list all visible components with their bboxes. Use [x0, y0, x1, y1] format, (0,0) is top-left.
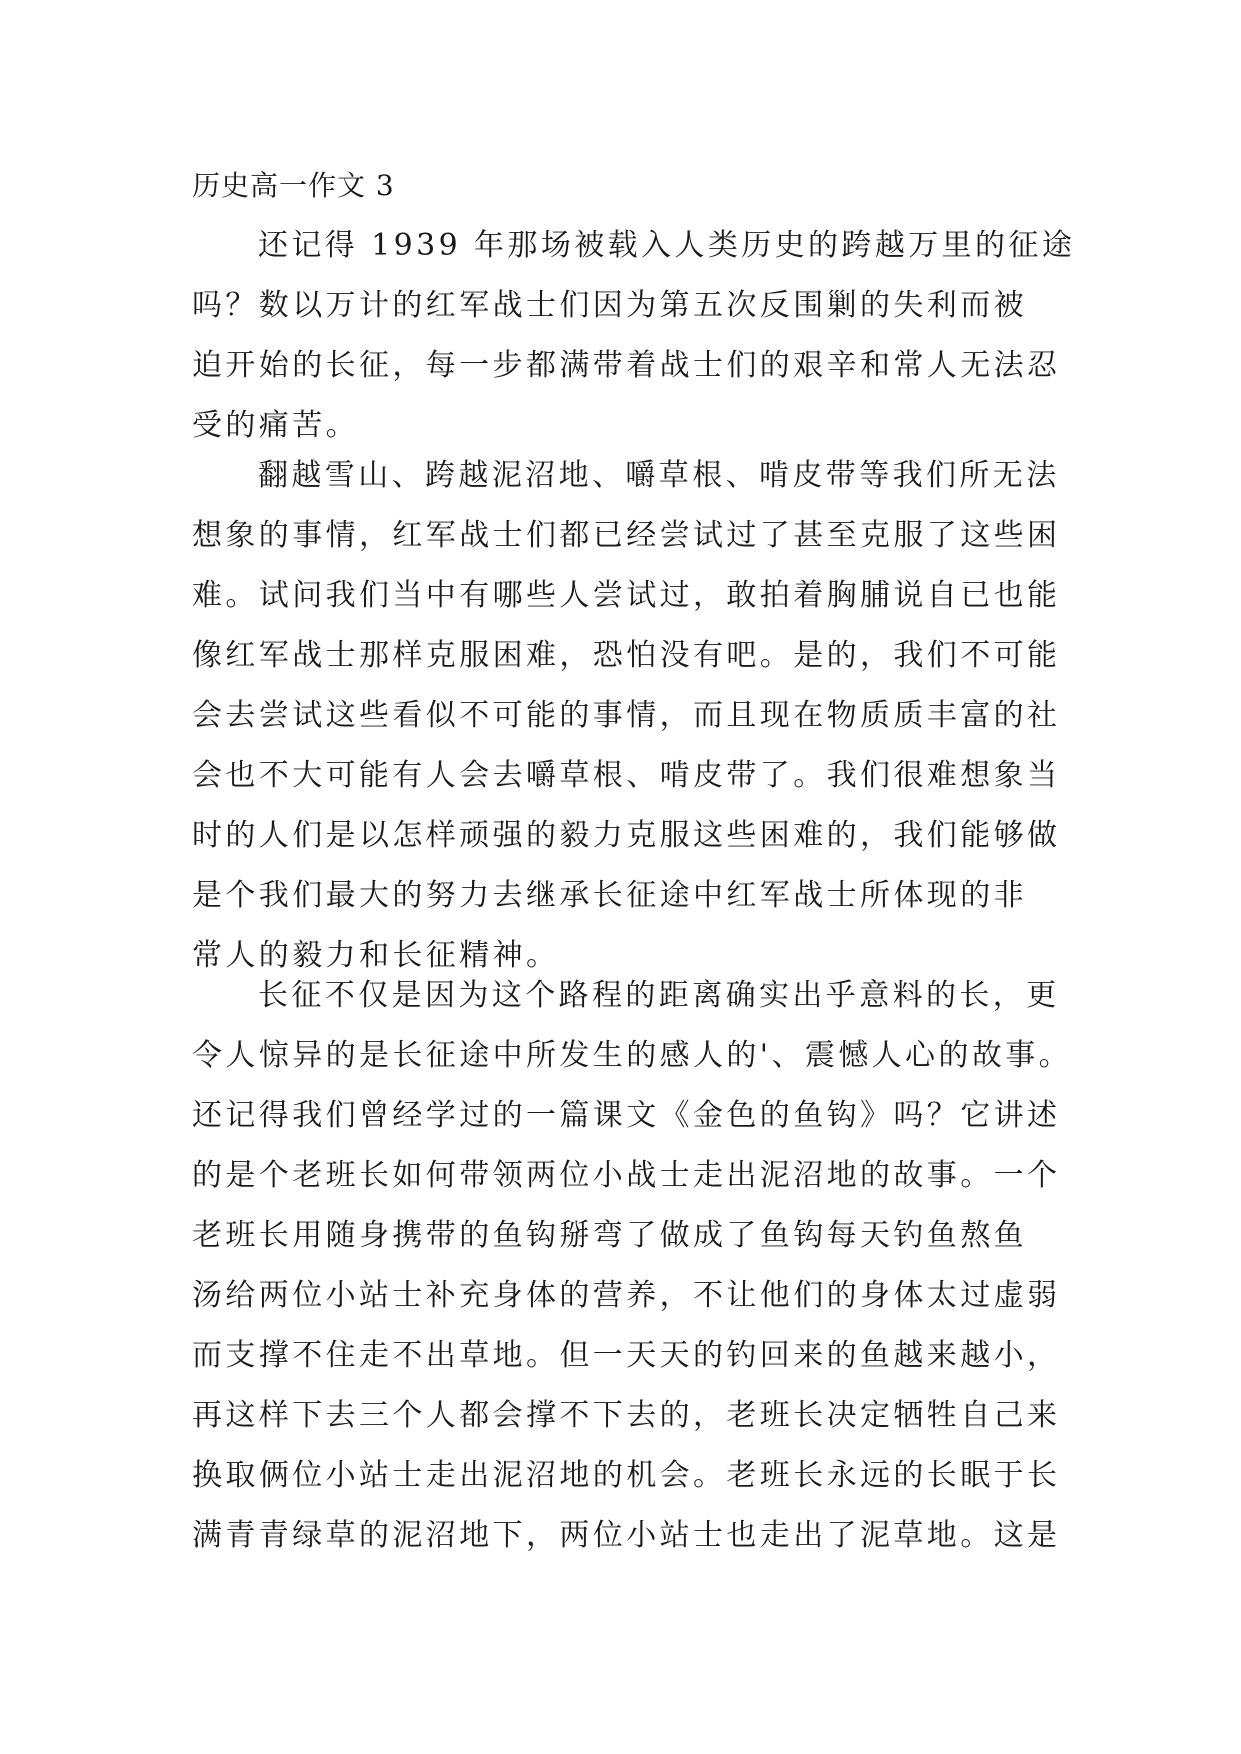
- paragraph-1: [192, 216, 1076, 456]
- text-line: 再这样下去三个人都会撑不下去的，老班长决定牺牲自己来: [192, 1398, 1061, 1433]
- text-line: 的是个老班长如何带领两位小战士走出泥沼地的故事。一个: [192, 1158, 1061, 1193]
- text-line: 满青青绿草的泥沼地下，两位小站士也走出了泥草地。这是: [192, 1518, 1061, 1553]
- text-line: 是个我们最大的努力去继承长征途中红军战士所体现的非: [192, 878, 1027, 913]
- essay-title: 历史高一作文 3: [192, 169, 395, 202]
- text-line: 汤给两位小站士补充身体的营养，不让他们的身体太过虚弱: [192, 1278, 1061, 1313]
- text-line: 常人的毅力和长征精神。: [192, 938, 560, 973]
- text-line: 会也不大可能有人会去嚼草根、啃皮带了。我们很难想象当: [192, 758, 1061, 793]
- text-line: 时的人们是以怎样顽强的毅力克服这些困难的，我们能够做: [192, 818, 1061, 853]
- text-line: 难。试问我们当中有哪些人尝试过，敢拍着胸脯说自已也能: [192, 578, 1061, 613]
- text-line: 吗？数以万计的红军战士们因为第五次反围剿的失利而被: [192, 288, 1027, 323]
- text-line: 受的痛苦。: [192, 408, 359, 443]
- text-line: 还记得 1939 年那场被载入人类历史的跨越万里的征途: [258, 228, 1076, 263]
- paragraph-3: [192, 966, 1073, 1566]
- text-line: 长征不仅是因为这个路程的距离确实出乎意料的长，更: [258, 978, 1060, 1013]
- text-line: 像红军战士那样克服困难，恐怕没有吧。是的，我们不可能: [192, 638, 1061, 673]
- text-line: 想象的事情，红军战士们都已经尝试过了甚至克服了这些困: [192, 518, 1061, 553]
- text-line: 还记得我们曾经学过的一篇课文《金色的鱼钩》吗？它讲述: [192, 1098, 1061, 1133]
- text-line: 令人惊异的是长征途中所发生的感人的'、震憾人心的故事。: [192, 1038, 1073, 1073]
- text-line: 换取俩位小站士走出泥沼地的机会。老班长永远的长眠于长: [192, 1458, 1061, 1493]
- text-line: 迫开始的长征，每一步都满带着战士们的艰辛和常人无法忍: [192, 348, 1061, 383]
- text-line: 翻越雪山、跨越泥沼地、嚼草根、啃皮带等我们所无法: [258, 458, 1060, 493]
- paragraph-2: [192, 446, 1062, 986]
- text-line: 老班长用随身携带的鱼钩掰弯了做成了鱼钩每天钓鱼熬鱼: [192, 1218, 1027, 1253]
- text-line: 而支撑不住走不出草地。但一天天的钓回来的鱼越来越小，: [192, 1338, 1061, 1373]
- text-line: 会去尝试这些看似不可能的事情，而且现在物质质丰富的社: [192, 698, 1061, 733]
